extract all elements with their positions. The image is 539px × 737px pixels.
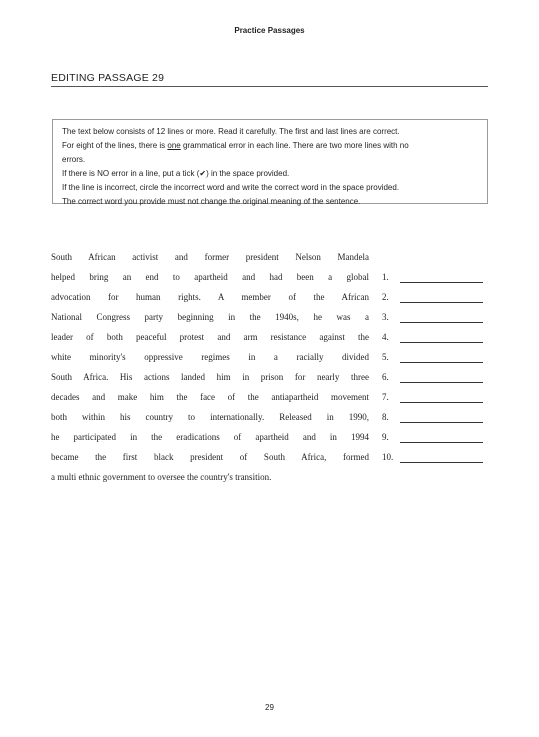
- underlined-word: one: [167, 141, 181, 150]
- answer-blank[interactable]: [400, 462, 483, 463]
- answer-blank[interactable]: [400, 342, 483, 343]
- line-number: 10.: [382, 452, 394, 462]
- passage-text: National Congress party beginning in the 1940s, he was a: [51, 312, 369, 322]
- line-number: 4.: [382, 332, 389, 342]
- title-rule: [51, 86, 488, 87]
- instruction-line: [62, 139, 478, 153]
- passage-text: South African activist and former president Nelson Mandela: [51, 252, 369, 262]
- instruction-line: If the line is incorrect, circle the incorrect word and write the correct word in the space provided.: [62, 183, 400, 192]
- line-number: 9.: [382, 432, 389, 442]
- answer-blank[interactable]: [400, 302, 483, 303]
- section-title: EDITING PASSAGE 29: [51, 72, 165, 84]
- line-number: 8.: [382, 412, 389, 422]
- instructions-box: [52, 119, 488, 204]
- answer-blank[interactable]: [400, 362, 483, 363]
- instruction-line: The correct word you provide must not change the original meaning of the sentence.: [62, 197, 361, 206]
- answer-blank[interactable]: [400, 382, 483, 383]
- passage-text: became the first black president of South Africa, formed: [51, 452, 369, 462]
- answer-blank[interactable]: [400, 322, 483, 323]
- line-number: 5.: [382, 352, 389, 362]
- passage-text: he participated in the eradications of apartheid and in 1994: [51, 432, 369, 442]
- answer-blank[interactable]: [400, 402, 483, 403]
- passage-text: a multi ethnic government to oversee the country's transition.: [51, 472, 272, 482]
- passage-text: South Africa. His actions landed him in prison for nearly three: [51, 372, 369, 382]
- passage-text: decades and make him the face of the antiapartheid movement: [51, 392, 369, 402]
- passage-text: both within his country to internationally. Released in 1990,: [51, 412, 369, 422]
- instruction-line: errors.: [62, 155, 86, 164]
- instruction-text: grammatical error in each line. There are two more lines with no: [180, 141, 409, 150]
- answer-blank[interactable]: [400, 282, 483, 283]
- passage-text: helped bring an end to apartheid and had been a global: [51, 272, 369, 282]
- passage-text: advocation for human rights. A member of the African: [51, 292, 369, 302]
- line-number: 3.: [382, 312, 389, 322]
- passage-text: white minority's oppressive regimes in a racially divided: [51, 352, 369, 362]
- line-number: 6.: [382, 372, 389, 382]
- line-number: 1.: [382, 272, 389, 282]
- answer-blank[interactable]: [400, 422, 483, 423]
- line-number: 7.: [382, 392, 389, 402]
- running-header: Practice Passages: [234, 26, 305, 35]
- page-number: 29: [265, 703, 274, 712]
- instruction-text: For eight of the lines, there is: [62, 141, 168, 150]
- instruction-line: If there is NO error in a line, put a tick (✔) in the space provided.: [62, 169, 290, 178]
- line-number: 2.: [382, 292, 389, 302]
- passage-text: leader of both peaceful protest and arm resistance against the: [51, 332, 369, 342]
- answer-blank[interactable]: [400, 442, 483, 443]
- instruction-line: The text below consists of 12 lines or more. Read it carefully. The first and last lines are correct.: [62, 127, 400, 136]
